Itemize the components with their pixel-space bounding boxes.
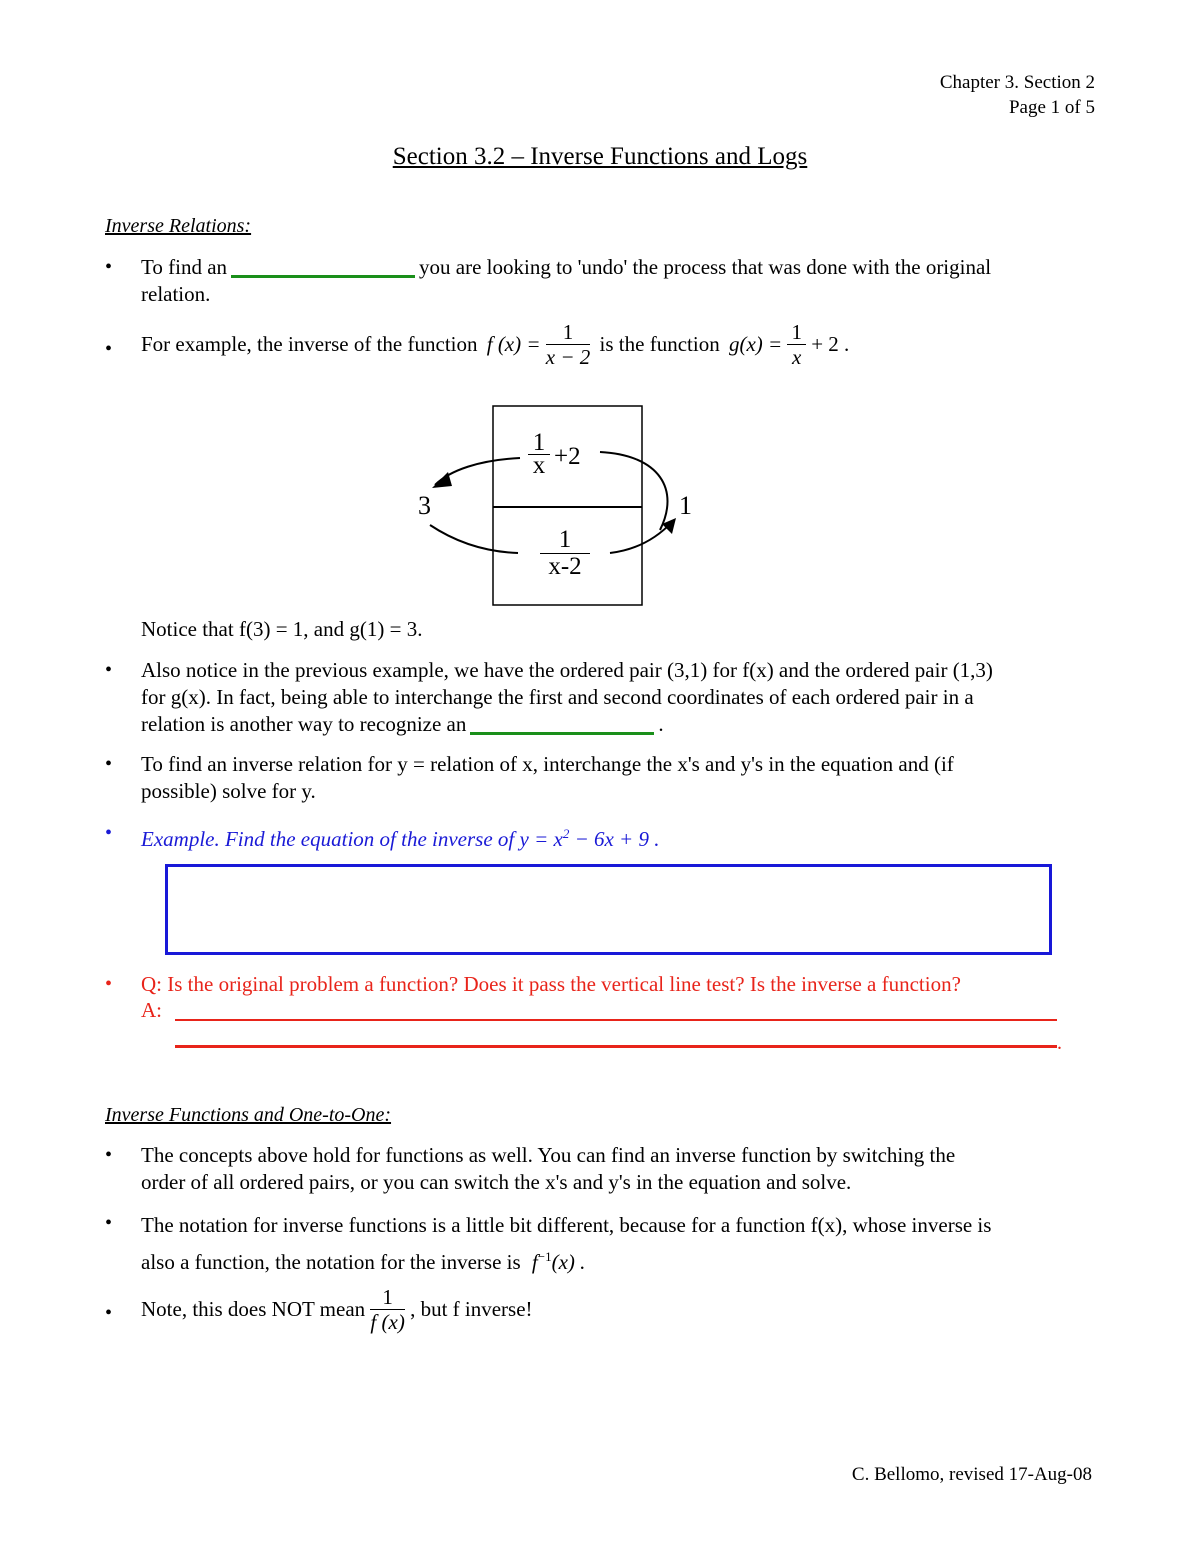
bullet-text: To find an you are looking to 'undo' the process that was done with the original relation. [141,255,992,306]
section-heading-one-to-one: Inverse Functions and One-to-One: [105,1104,392,1126]
answer-period: . [1057,1032,1062,1054]
section-heading-inverse-relations: Inverse Relations: [105,215,252,237]
bullet-icon: • [105,1302,113,1324]
bullet-icon: • [105,1144,113,1166]
page-title: Section 3.2 – Inverse Functions and Logs [392,143,808,170]
bullet-icon: • [105,973,113,995]
bullet-text: The concepts above hold for functions as well. You can find an inverse function by switching the order of all ordered pairs, or you can switch the x's and y's in the equation and solve. [141,1143,956,1194]
diagram-top-fraction: 1 x [528,432,550,477]
answer-line [175,1019,1057,1021]
blank-line [470,732,654,735]
footer: C. Bellomo, revised 17-Aug-08 [851,1464,1092,1485]
bullet-icon: • [105,753,113,775]
bullet-icon: • [105,256,113,278]
header-chapter: Chapter 3. Section 2 [939,72,1095,93]
bullet-icon: • [105,822,113,844]
bullet-icon: • [105,338,113,360]
example-text: Example. Find the equation of the inverse of $y = x^2 - 6x + 9$ . [141,826,660,851]
bullet-text: Also notice in the previous example, we have the ordered pair (3,1) for f(x) and the ordered pair (1,3) for g(x). In fact, being able to interchange the first and second coordinates of each ordered pair in a relation is another way to recognize an . [141,658,993,736]
bullet-text: To find an inverse relation for y = relation of x, interchange the x's and y's in the equation and (if possible) solve for y. [141,752,954,803]
answer-line [175,1045,1057,1048]
bullet-icon: • [105,659,113,681]
diagram-top-tail: +2 [554,443,581,470]
question-text: Q: Is the original problem a function? Does it pass the vertical line test? Is the inverse a function? [141,972,961,996]
blank-line [231,275,415,278]
bullet-text: The notation for inverse functions is a little bit different, because for a function f(x), whose inverse is also a function, the notation for the inverse is $f^{-1}(x)$ . [141,1213,992,1274]
header-page: Page 1 of 5 [1008,97,1095,118]
diagram-right-value: 1 [679,491,692,520]
diagram-left-value: 3 [418,491,431,520]
diagram-bottom-fraction: 1 x-2 [540,527,590,580]
bullet-text: For example, the inverse of the function f (x) = $\frac{1}{x - 2}$ is the function g(x) = $\frac{1}{x}$ + 2 . [141,320,850,369]
bullet-icon: • [105,1212,113,1234]
answer-label: A: [141,998,162,1022]
fraction: $\frac{1}{f (x)}$ [370,1285,405,1334]
answer-box[interactable] [165,864,1052,955]
notice-text: Notice that f(3) = 1, and g(1) = 3. [141,617,423,641]
bullet-text: Note, this does NOT mean $\frac{1}{f (x)}$ , but f inverse! [141,1285,533,1334]
fraction: $\frac{1}{x}$ [787,320,806,369]
fraction: $\frac{1}{x - 2}$ [545,320,591,369]
